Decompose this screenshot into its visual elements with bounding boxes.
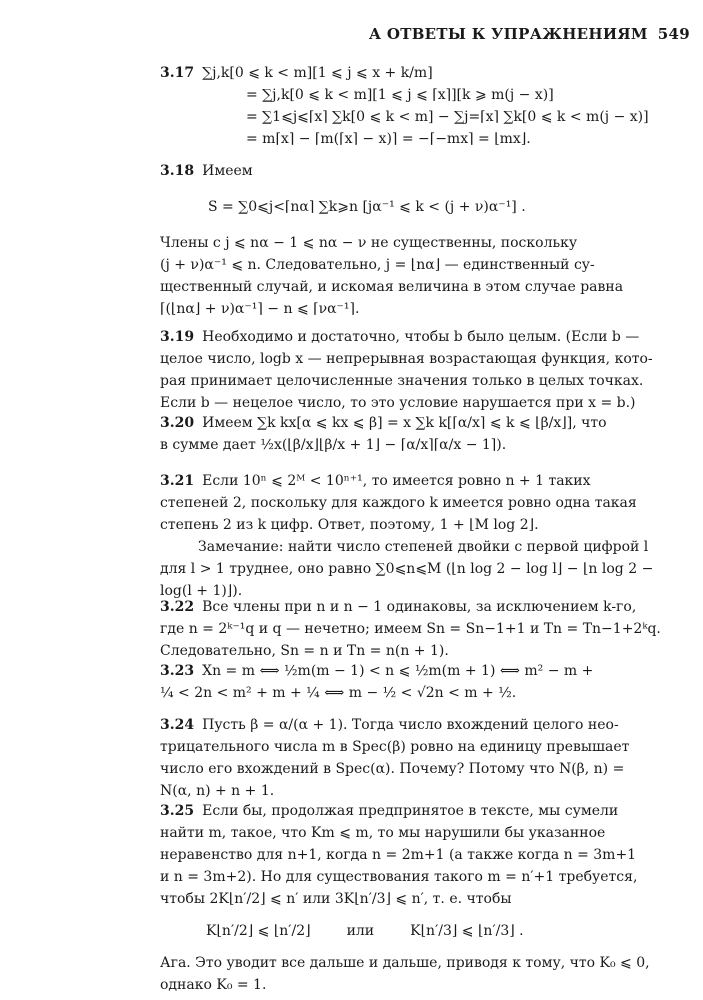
text-line: Все члены при n и n − 1 одинаковы, за исключением k-го, [202, 599, 637, 615]
exercise-3-20 [160, 412, 660, 456]
text-line: число его вхождений в Spec(α). Почему? Потому что N(β, n) = [160, 761, 625, 777]
exercise-number: 3.18 [160, 163, 195, 179]
formula-part: K⌊n′/3⌋ ⩽ ⌊n′/3⌋ . [410, 923, 524, 939]
text-line: где n = 2ᵏ⁻¹q и q — нечетно; имеем Sn = Sn−1+1 и Tn = Tn−1+2ᵏq. [160, 621, 661, 637]
text-line: Следовательно, Sn = n и Tn = n(n + 1). [160, 643, 449, 659]
exercise-3-17 [160, 62, 660, 150]
text-line: Если бы, продолжая предпринятое в тексте, мы сумели [202, 803, 619, 819]
text-line: Пусть β = α/(α + 1). Тогда число вхождений целого нео- [202, 717, 619, 733]
running-header [330, 25, 690, 43]
text-line: N(α, n) + n + 1. [160, 783, 275, 799]
exercise-3-22 [160, 596, 660, 662]
text-line: неравенство для n+1, когда n = 2m+1 (а также когда n = 3m+1 [160, 847, 637, 863]
display-formula: S = ∑0⩽j<⌈nα⌉ ∑k⩾n [jα⁻¹ ⩽ k < (j + ν)α⁻¹] . [208, 199, 526, 215]
exercise-3-21 [160, 470, 660, 602]
exercise-number: 3.23 [160, 663, 195, 679]
exercise-number: 3.17 [160, 65, 195, 81]
header-title: А ОТВЕТЫ К УПРАЖНЕНИЯМ [368, 25, 648, 43]
text-line: щественный случай, и искомая величина в этом случае равна [160, 279, 624, 295]
text-line: Необходимо и достаточно, чтобы b было целым. (Если b — [202, 329, 640, 345]
formula-part: K⌊n′/2⌋ ⩽ ⌊n′/2⌋ [206, 923, 311, 939]
exercise-3-23 [160, 660, 660, 704]
exercise-3-19 [160, 326, 660, 414]
text-line: целое число, logb x — непрерывная возрастающая функция, кото- [160, 351, 653, 367]
formula-line: = m⌈x⌉ − ⌈m(⌈x⌉ − x)⌉ = −⌈−mx⌉ = ⌊mx⌋. [246, 131, 531, 147]
exercise-number: 3.22 [160, 599, 195, 615]
text-line: степень 2 из k цифр. Ответ, поэтому, 1 + ⌊M log 2⌋. [160, 517, 539, 533]
formula-line: Xn = m ⟺ ½m(m − 1) < n ⩽ ½m(m + 1) ⟺ m² − m + [202, 663, 594, 679]
text-line: и n = 3m+2). Но для существования такого m = n′+1 требуется, [160, 869, 638, 885]
text-line: (j + ν)α⁻¹ ⩽ n. Следовательно, j = ⌊nα⌋ — единственный су- [160, 257, 595, 273]
text-line: ⌈(⌊nα⌋ + ν)α⁻¹⌉ − n ⩽ ⌈να⁻¹⌉. [160, 301, 360, 317]
formula-line: ∑j,k[0 ⩽ k < m][1 ⩽ j ⩽ x + k/m] [202, 65, 433, 81]
text-line: чтобы 2K⌊n′/2⌋ ⩽ n′ или 3K⌊n′/3⌋ ⩽ n′, т. е. чтобы [160, 891, 512, 907]
page-number: 549 [657, 25, 690, 43]
exercise-3-24 [160, 714, 660, 802]
exercise-number: 3.25 [160, 803, 195, 819]
text-line: однако K₀ = 1. [160, 977, 267, 993]
text-line: для l > 1 труднее, оно равно ∑0⩽n⩽M (⌊n log 2 − log l⌋ − ⌊n log 2 − [160, 561, 654, 577]
text-line: Если 10ⁿ ⩽ 2ᴹ < 10ⁿ⁺¹, то имеется ровно n + 1 таких [202, 473, 591, 489]
exercise-3-25 [160, 800, 660, 996]
formula-or: или [346, 923, 375, 939]
exercise-number: 3.24 [160, 717, 195, 733]
formula-line: ¼ < 2n < m² + m + ¼ ⟺ m − ½ < √2n < m + ½. [160, 685, 517, 701]
formula-line: = ∑j,k[0 ⩽ k < m][1 ⩽ j ⩽ ⌈x⌉][k ⩾ m(j − x)] [246, 87, 554, 103]
formula-line: = ∑1⩽j⩽⌈x⌉ ∑k[0 ⩽ k < m] − ∑j=⌈x⌉ ∑k[0 ⩽ k < m(j − x)] [246, 109, 649, 125]
text-line: log(l + 1)⌋). [160, 583, 243, 599]
text-line: степеней 2, поскольку для каждого k имеется ровно одна такая [160, 495, 637, 511]
text-line: рая принимает целочисленные значения только в целых точках. [160, 373, 644, 389]
text-line: Если b — нецелое число, то это условие нарушается при x = b.) [160, 395, 636, 411]
text-line: трицательного числа m в Spec(β) ровно на единицу превышает [160, 739, 630, 755]
text-line: Имеем ∑k kx[α ⩽ kx ⩽ β] = x ∑k k[⌈α/x⌉ ⩽ k ⩽ ⌊β/x⌋], что [202, 415, 607, 431]
text-line: в сумме дает ½x(⌊β/x⌋⌊β/x + 1⌋ − ⌈α/x⌉⌈α/x − 1⌉). [160, 437, 507, 453]
exercise-number: 3.20 [160, 415, 195, 431]
exercise-text: Имеем [202, 163, 253, 179]
text-line: Ага. Это уводит все дальше и дальше, приводя к тому, что K₀ ⩽ 0, [160, 955, 650, 971]
text-line: найти m, такое, что Km ⩽ m, то мы нарушили бы указанное [160, 825, 606, 841]
text-line: Члены с j ⩽ nα − 1 ⩽ nα − ν не существенны, поскольку [160, 235, 578, 251]
remark-line: Замечание: найти число степеней двойки с первой цифрой l [198, 539, 649, 555]
exercise-3-18 [160, 160, 660, 320]
exercise-number: 3.21 [160, 473, 195, 489]
exercise-number: 3.19 [160, 329, 195, 345]
display-formula [160, 920, 660, 942]
